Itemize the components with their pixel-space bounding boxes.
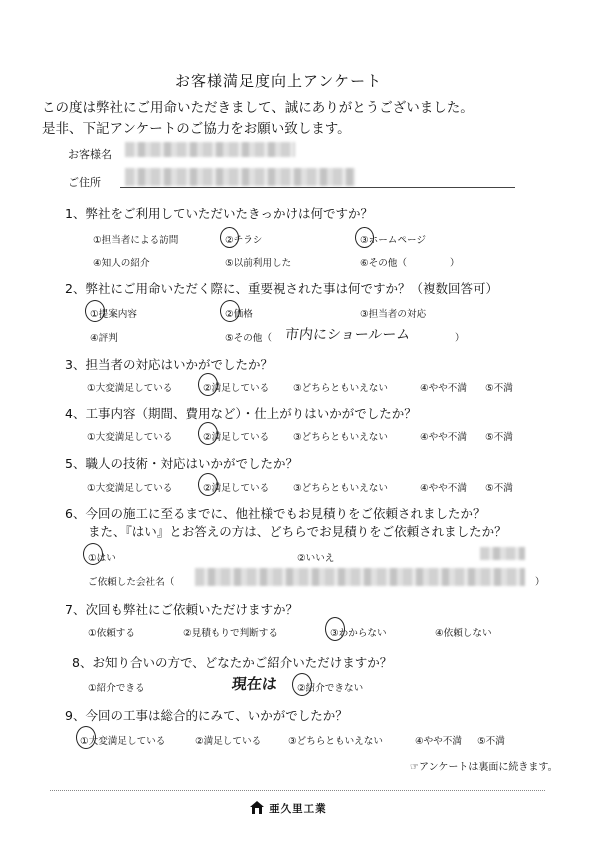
q9-option-2: ②満足している — [195, 736, 262, 747]
q5-option-4: ④やや不満 — [420, 483, 467, 494]
q8-handwritten-note: 現在は — [231, 675, 278, 693]
q5-text: 5、職人の技術・対応はいかがでしたか？ — [65, 456, 298, 471]
q2-answer-circle-1 — [85, 300, 105, 322]
q9-text: 9、今回の工事は総合的にみて、いかがでしたか？ — [65, 708, 348, 723]
footer-divider — [50, 790, 545, 791]
q3-option-2: ②満足している — [203, 383, 270, 394]
q9-option-3: ③どちらともいえない — [288, 736, 383, 747]
footer-company-name: 亜久里工業 — [269, 803, 327, 815]
q1-option-6-close: ） — [450, 258, 460, 269]
q9-option-5: ⑤不満 — [477, 736, 505, 747]
address-underline — [120, 187, 515, 188]
q6-answer-circle — [83, 543, 103, 565]
q1-option-3: ③ホームページ — [360, 235, 426, 246]
address-label: ご住所 — [68, 176, 101, 189]
q3-option-3: ③どちらともいえない — [293, 383, 388, 394]
q9-option-4: ④やや不満 — [415, 736, 462, 747]
q3-option-4: ④やや不満 — [420, 383, 467, 394]
q4-answer-circle — [198, 422, 218, 445]
q7-text: 7、次回も弊社にご依頼いただけますか？ — [65, 602, 298, 617]
q2-answer-circle-2 — [220, 300, 240, 322]
q3-text: 3、担当者の対応はいかがでしたか？ — [65, 357, 273, 372]
q6-option-2: ②いいえ — [297, 553, 335, 564]
q5-option-1: ①大変満足している — [87, 483, 173, 494]
q4-option-5: ⑤不満 — [485, 432, 513, 443]
q1-option-5: ⑤以前利用した — [225, 258, 292, 269]
q4-option-1: ①大変満足している — [87, 432, 173, 443]
q4-option-3: ③どちらともいえない — [293, 432, 388, 443]
q4-text: 4、工事内容（期間、費用など）・仕上がりはいかがでしたか？ — [65, 406, 417, 421]
q1-answer-circle-2 — [220, 227, 239, 248]
survey-title: お客様満足度向上アンケート — [175, 72, 383, 90]
q1-option-4: ④知人の紹介 — [93, 258, 150, 269]
q8-text: 8、お知り合いの方で、どなたかご紹介いただけますか？ — [72, 655, 393, 670]
q8-option-2: ②紹介できない — [297, 683, 364, 694]
q3-answer-circle — [198, 373, 218, 396]
q3-option-1: ①大変満足している — [87, 383, 173, 394]
q6-text-1: 6、今回の施工に至るまでに、他社様でもお見積りをご依頼されましたか？ — [65, 506, 486, 521]
q2-handwritten-answer: 市内にショールーム — [284, 327, 412, 343]
q2-option-5-close: ） — [455, 333, 465, 344]
q5-answer-circle — [198, 473, 218, 496]
q7-answer-circle — [325, 617, 345, 641]
q5-option-3: ③どちらともいえない — [293, 483, 388, 494]
customer-name-label: お客様名 — [68, 148, 112, 161]
q9-answer-circle — [76, 726, 96, 749]
footer-logo — [250, 798, 327, 818]
q1-option-6: ⑥その他（ — [360, 258, 407, 269]
house-icon — [250, 799, 264, 818]
q9-option-1: ①大変満足している — [80, 736, 166, 747]
q3-option-5: ⑤不満 — [485, 383, 513, 394]
q6-company-close: ） — [535, 577, 545, 588]
intro-line-2: 是非、下記アンケートのご協力をお願い致します。 — [42, 121, 351, 137]
q6-company-label: ご依頼した会社名（ — [88, 577, 175, 588]
q6-blur-top — [480, 547, 525, 560]
q6-option-1: ①はい — [88, 553, 116, 564]
q5-option-5: ⑤不満 — [485, 483, 513, 494]
q1-text: 1、弊社をご利用していただいたきっかけは何ですか？ — [65, 206, 373, 221]
q2-option-3: ③担当者の対応 — [360, 309, 427, 320]
intro-line-1: この度は弊社にご用命いただきまして、誠にありがとうございました。 — [42, 100, 474, 116]
q1-option-2: ②チラシ — [225, 235, 263, 246]
q2-option-2: ②価格 — [225, 309, 253, 320]
customer-name-redacted — [125, 142, 295, 157]
q1-option-1: ①担当者による訪問 — [93, 235, 179, 246]
q7-option-4: ④依頼しない — [435, 628, 492, 639]
q5-option-2: ②満足している — [203, 483, 270, 494]
q6-text-2: また、『はい』とお答えの方は、どちらでお見積りをご依頼されましたか？ — [88, 524, 507, 539]
address-redacted — [125, 168, 355, 186]
q8-option-1: ①紹介できる — [88, 683, 145, 694]
q2-option-4: ④評判 — [90, 333, 118, 344]
q1-answer-circle-3 — [355, 227, 374, 248]
q7-option-3: ③わからない — [330, 628, 387, 639]
q7-option-2: ②見積もりで判断する — [183, 628, 278, 639]
q8-answer-circle — [292, 673, 312, 696]
q4-option-2: ②満足している — [203, 432, 270, 443]
q7-option-1: ①依頼する — [88, 628, 135, 639]
q4-option-4: ④やや不満 — [420, 432, 467, 443]
q2-option-5: ⑤その他（ — [225, 333, 272, 344]
q6-company-redacted — [195, 568, 525, 586]
q2-text: 2、弊社にご用命いただく際に、重要視された事は何ですか？（複数回答可） — [65, 281, 498, 296]
q2-option-1: ①提案内容 — [90, 309, 137, 320]
continued-note: ☞アンケートは裏面に続きます。 — [410, 762, 558, 773]
